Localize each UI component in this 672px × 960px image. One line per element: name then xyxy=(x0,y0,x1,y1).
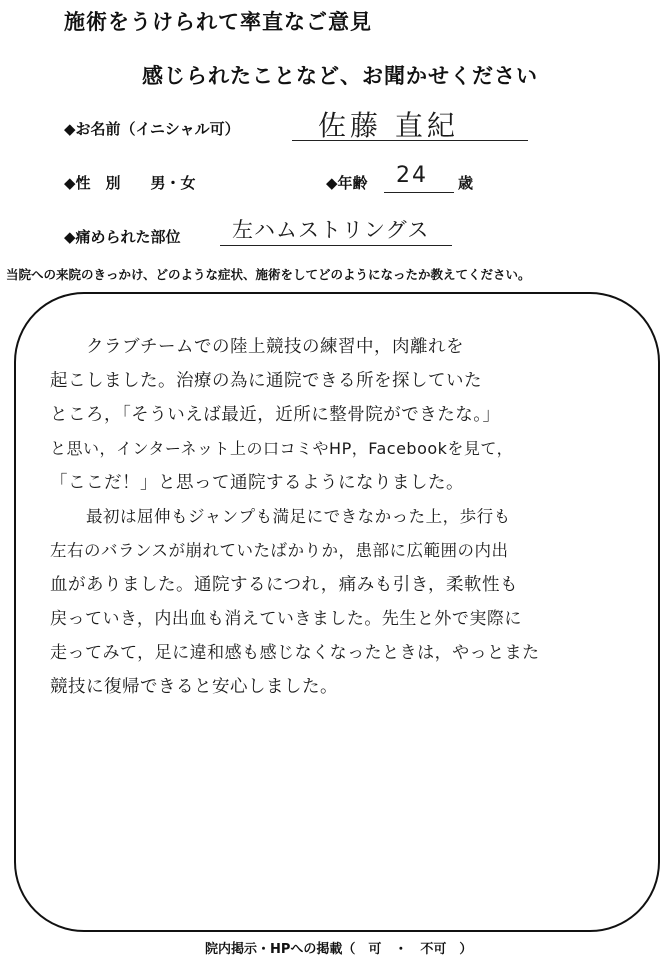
publication-consent: 院内掲示・HPへの掲載（ 可 ・ 不可 ） xyxy=(205,942,473,957)
survey-title-line1: 施術をうけられて率直なご意見 xyxy=(64,9,372,34)
injury-area-value: 左ハムストリングス xyxy=(232,218,430,242)
question-prompt: 当院への来院のきっかけ、どのような症状、施術をしてどのようになったか教えてください。 xyxy=(6,267,531,282)
age-underline xyxy=(384,192,454,193)
name-label: ◆お名前（イニシャル可） xyxy=(64,120,240,138)
age-label: ◆年齢 xyxy=(326,174,368,192)
survey-title-line2: 感じられたことなど、お聞かせください xyxy=(142,63,538,88)
age-value: 24 xyxy=(396,163,428,188)
answer-line: と思い，インターネット上の口コミやHP，Facebookを見て， xyxy=(50,439,514,458)
answer-line: 走ってみて，足に違和感も感じなくなったときは，やっとまた xyxy=(50,643,540,663)
answer-line: 競技に復帰できると安心しました。 xyxy=(50,677,338,697)
injury-area-label: ◆痛められた部位 xyxy=(64,228,181,246)
age-unit: 歳 xyxy=(458,174,474,192)
answer-line: ところ，「そういえば最近，近所に整骨院ができたな。」 xyxy=(50,405,501,425)
answer-line: 起こしました。治療の為に通院できる所を探していた xyxy=(50,371,482,391)
answer-line: 戻っていき，内出血も消えていきました。先生と外で実際に xyxy=(50,609,522,629)
name-value: 佐藤 直紀 xyxy=(318,109,459,142)
answer-line: 血がありました。通院するにつれ，痛みも引き，柔軟性も xyxy=(50,575,518,595)
answer-text xyxy=(50,330,630,704)
gender-label: ◆性 別 男・女 xyxy=(64,174,196,192)
answer-line: クラブチームでの陸上競技の練習中，肉離れを xyxy=(86,337,464,357)
answer-line: 左右のバランスが崩れていたばかりか，患部に広範囲の内出 xyxy=(50,541,509,560)
injury-area-underline xyxy=(220,245,452,246)
answer-line: 「ここだ！」と思って通院するようになりました。 xyxy=(50,473,464,493)
name-underline xyxy=(292,140,528,141)
answer-line: 最初は屈伸もジャンプも満足にできなかった上，歩行も xyxy=(86,507,511,526)
